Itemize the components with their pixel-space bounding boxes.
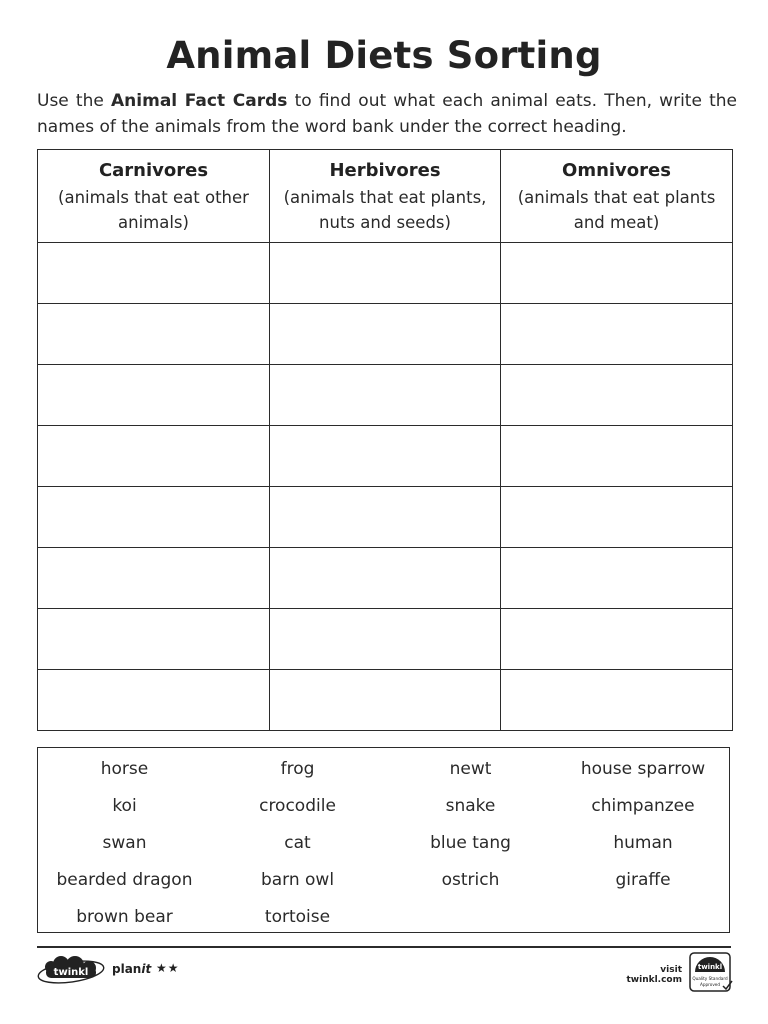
visit-link[interactable]: visit twinkl.com	[626, 965, 682, 985]
instructions-suffix: to find out what each animal eats. Then, write the names of the animals from the word bank under the correct heading.	[37, 91, 737, 137]
answer-cell-omnivores[interactable]	[501, 487, 733, 548]
word-bank-item: swan	[102, 833, 147, 853]
word-bank	[37, 747, 730, 933]
word-bank-grid	[38, 757, 729, 942]
answer-cell-omnivores[interactable]	[501, 243, 733, 304]
table-header-row	[38, 150, 733, 243]
instructions-bold: Animal Fact Cards	[111, 91, 288, 111]
answer-cell-omnivores[interactable]	[501, 426, 733, 487]
word-bank-item: cat	[284, 833, 311, 853]
word-bank-item: human	[613, 833, 673, 853]
table-row	[38, 426, 733, 487]
column-title: Omnivores	[562, 160, 671, 181]
answer-rows	[38, 243, 733, 731]
word-bank-item: koi	[112, 796, 137, 816]
word-bank-item: snake	[445, 796, 496, 816]
answer-cell-carnivores[interactable]	[38, 609, 270, 670]
word-bank-item: newt	[449, 759, 492, 779]
page-title: Animal Diets Sorting	[166, 34, 602, 77]
word-bank-item: chimpanzee	[591, 796, 695, 816]
answer-cell-carnivores[interactable]	[38, 426, 270, 487]
answer-cell-herbivores[interactable]	[270, 670, 501, 731]
word-bank-item: house sparrow	[580, 759, 706, 779]
answer-cell-omnivores[interactable]	[501, 609, 733, 670]
footer-divider	[37, 946, 731, 948]
table-row	[38, 304, 733, 365]
badge-line1: Quality Standard	[692, 976, 728, 981]
quality-badge-icon	[689, 952, 733, 994]
header-carnivores	[38, 150, 270, 243]
word-bank-item: brown bear	[76, 907, 173, 927]
word-bank-item: horse	[100, 759, 149, 779]
answer-cell-omnivores[interactable]	[501, 548, 733, 609]
answer-cell-herbivores[interactable]	[270, 548, 501, 609]
column-title: Carnivores	[98, 160, 209, 181]
table-row	[38, 609, 733, 670]
answer-cell-carnivores[interactable]	[38, 243, 270, 304]
planit-suffix: it	[141, 962, 152, 976]
table-row	[38, 487, 733, 548]
answer-cell-omnivores[interactable]	[501, 304, 733, 365]
sorting-table	[37, 149, 733, 731]
answer-cell-omnivores[interactable]	[501, 670, 733, 731]
answer-cell-carnivores[interactable]	[38, 487, 270, 548]
word-bank-item: frog	[280, 759, 315, 779]
word-bank-item: crocodile	[259, 796, 336, 816]
planit-prefix: plan	[112, 962, 142, 976]
table-row	[38, 365, 733, 426]
table-row	[38, 548, 733, 609]
table-row	[38, 243, 733, 304]
answer-cell-omnivores[interactable]	[501, 365, 733, 426]
word-bank-item: bearded dragon	[56, 870, 193, 890]
badge-line2: Approved	[699, 982, 721, 987]
column-subtitle: (animals that eat other animals)	[58, 188, 249, 232]
header-omnivores	[501, 150, 733, 243]
answer-cell-herbivores[interactable]	[270, 243, 501, 304]
word-bank-item: blue tang	[430, 833, 511, 853]
twinkl-logo-icon	[37, 955, 109, 989]
table-row	[38, 670, 733, 731]
answer-cell-herbivores[interactable]	[270, 365, 501, 426]
column-subtitle: (animals that eat plants, nuts and seeds)	[283, 188, 487, 232]
instructions	[37, 88, 737, 140]
answer-cell-carnivores[interactable]	[38, 304, 270, 365]
word-bank-item: ostrich	[441, 870, 500, 890]
word-bank-item: barn owl	[260, 870, 335, 890]
instructions-prefix: Use the	[37, 91, 112, 111]
header-herbivores	[270, 150, 501, 243]
answer-cell-herbivores[interactable]	[270, 426, 501, 487]
badge-title: twinkl	[697, 963, 723, 971]
answer-cell-carnivores[interactable]	[38, 670, 270, 731]
answer-cell-herbivores[interactable]	[270, 487, 501, 548]
column-title: Herbivores	[329, 160, 441, 181]
answer-cell-herbivores[interactable]	[270, 609, 501, 670]
answer-cell-carnivores[interactable]	[38, 548, 270, 609]
planit-label	[112, 962, 151, 976]
column-subtitle: (animals that eat plants and meat)	[517, 188, 716, 232]
answer-cell-carnivores[interactable]	[38, 365, 270, 426]
word-bank-item: giraffe	[615, 870, 671, 890]
logo-text: twinkl	[53, 967, 89, 978]
rating-stars-icon: ★★	[156, 961, 180, 975]
answer-cell-herbivores[interactable]	[270, 304, 501, 365]
word-bank-item: tortoise	[264, 907, 331, 927]
